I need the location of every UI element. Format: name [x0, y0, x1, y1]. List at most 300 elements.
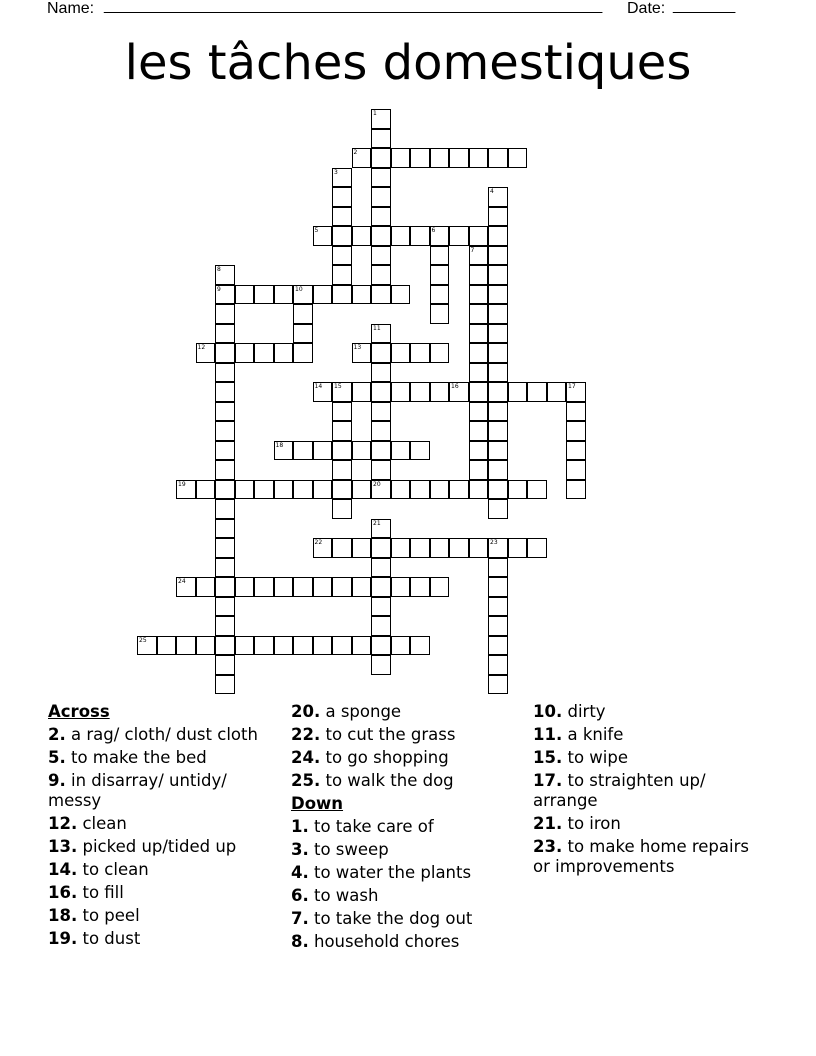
grid-cell[interactable] [488, 441, 508, 461]
clue-item [291, 702, 523, 722]
clue-item [291, 863, 523, 883]
grid-cell[interactable] [430, 480, 450, 500]
grid-cell[interactable] [449, 382, 469, 402]
clue-section-heading: Down [291, 794, 344, 813]
clue-text: to dust [77, 929, 141, 948]
grid-cell[interactable] [410, 343, 430, 363]
grid-cell[interactable] [274, 343, 294, 363]
grid-cell[interactable] [332, 480, 352, 500]
grid-cell[interactable] [371, 441, 391, 461]
grid-cell[interactable] [391, 441, 411, 461]
grid-cell[interactable] [508, 148, 528, 168]
grid-cell[interactable] [332, 226, 352, 246]
clue-text: a rag/ cloth/ dust cloth [65, 725, 258, 744]
grid-cell[interactable] [371, 519, 391, 539]
grid-cell[interactable] [391, 285, 411, 305]
grid-cell[interactable] [313, 441, 333, 461]
grid-cell[interactable] [488, 382, 508, 402]
grid-cell[interactable] [215, 499, 235, 519]
grid-cell[interactable] [410, 480, 430, 500]
grid-cell[interactable] [332, 421, 352, 441]
grid-cell[interactable] [313, 538, 333, 558]
grid-cell[interactable] [391, 577, 411, 597]
grid-cell[interactable] [332, 168, 352, 188]
grid-cell[interactable] [313, 577, 333, 597]
clue-text: to clean [77, 860, 149, 879]
clue-column-2 [291, 702, 523, 955]
grid-cell[interactable] [508, 538, 528, 558]
grid-cell[interactable] [371, 246, 391, 266]
clue-text: to take care of [308, 817, 434, 836]
grid-cell[interactable] [254, 343, 274, 363]
grid-cell[interactable] [352, 148, 372, 168]
grid-cell[interactable] [313, 636, 333, 656]
grid-cell[interactable] [332, 577, 352, 597]
grid-cell[interactable] [371, 324, 391, 344]
grid-cell[interactable] [332, 265, 352, 285]
grid-cell[interactable] [215, 558, 235, 578]
grid-cell[interactable] [293, 343, 313, 363]
grid-cell[interactable] [313, 382, 333, 402]
grid-cell[interactable] [332, 460, 352, 480]
grid-cell[interactable] [566, 460, 586, 480]
grid-cell[interactable] [352, 441, 372, 461]
grid-cell[interactable] [391, 480, 411, 500]
grid-cell[interactable] [254, 285, 274, 305]
grid-cell[interactable] [332, 538, 352, 558]
grid-cell[interactable] [449, 148, 469, 168]
grid-cell[interactable] [410, 382, 430, 402]
name-field[interactable]: ________________________________________________________ [104, 0, 603, 14]
clue-number-label: 1 [373, 110, 377, 117]
grid-cell[interactable] [332, 246, 352, 266]
grid-cell[interactable] [371, 460, 391, 480]
grid-cell[interactable] [176, 480, 196, 500]
grid-cell[interactable] [215, 675, 235, 695]
clue-number-label: 2 [353, 149, 358, 156]
grid-cell[interactable] [469, 343, 489, 363]
clue-number: 18. [48, 906, 78, 925]
grid-cell[interactable] [488, 207, 508, 227]
grid-cell[interactable] [488, 460, 508, 480]
clue-number-label: 16 [451, 383, 459, 390]
clue-number: 4. [291, 863, 309, 882]
clue-number: 6. [291, 886, 309, 905]
grid-cell[interactable] [430, 343, 450, 363]
grid-cell[interactable] [215, 421, 235, 441]
clue-number-label: 15 [334, 383, 342, 390]
clue-section-heading: Across [48, 702, 110, 721]
grid-cell[interactable] [235, 577, 255, 597]
grid-cell[interactable] [391, 382, 411, 402]
clue-item [291, 748, 523, 768]
grid-cell[interactable] [469, 265, 489, 285]
grid-cell[interactable] [215, 577, 235, 597]
grid-cell[interactable] [430, 538, 450, 558]
grid-cell[interactable] [566, 441, 586, 461]
grid-cell[interactable] [566, 382, 586, 402]
grid-cell[interactable] [215, 304, 235, 324]
grid-cell[interactable] [469, 480, 489, 500]
grid-cell[interactable] [469, 226, 489, 246]
grid-cell[interactable] [215, 265, 235, 285]
grid-cell[interactable] [391, 343, 411, 363]
clue-number-label: 20 [373, 480, 381, 488]
clue-text: a sponge [320, 702, 402, 721]
clue-number: 2. [48, 725, 66, 744]
clue-text: in disarray/ untidy/ messy [48, 771, 227, 810]
clue-text: to go shopping [320, 748, 449, 767]
grid-cell[interactable] [293, 480, 313, 500]
grid-cell[interactable] [488, 148, 508, 168]
grid-cell[interactable] [371, 655, 391, 675]
clue-item [533, 702, 765, 722]
grid-cell[interactable] [332, 499, 352, 519]
grid-cell[interactable] [235, 636, 255, 656]
clue-item [533, 725, 765, 745]
grid-cell[interactable] [293, 304, 313, 324]
grid-cell[interactable] [371, 558, 391, 578]
grid-cell[interactable] [410, 148, 430, 168]
grid-cell[interactable] [293, 636, 313, 656]
clue-number: 10. [533, 702, 563, 721]
grid-cell[interactable] [196, 480, 216, 500]
grid-cell[interactable] [488, 363, 508, 383]
grid-cell[interactable] [332, 285, 352, 305]
grid-cell[interactable] [488, 226, 508, 246]
clue-text: to wipe [562, 748, 628, 767]
grid-cell[interactable] [371, 538, 391, 558]
grid-cell[interactable] [371, 129, 391, 149]
clue-number-label: 3 [334, 168, 338, 176]
name-label: Name: [47, 0, 95, 17]
clue-column-3 [533, 702, 765, 880]
page-title: les tâches domestiques [124, 35, 692, 91]
grid-cell[interactable] [508, 480, 528, 500]
grid-cell[interactable] [430, 148, 450, 168]
grid-cell[interactable] [488, 265, 508, 285]
grid-cell[interactable] [371, 207, 391, 227]
clue-item [48, 837, 280, 857]
grid-cell[interactable] [235, 343, 255, 363]
clue-number: 5. [48, 748, 66, 767]
grid-cell[interactable] [469, 421, 489, 441]
grid-cell[interactable] [469, 148, 489, 168]
grid-cell[interactable] [332, 187, 352, 207]
clue-number: 21. [533, 814, 563, 833]
grid-cell[interactable] [332, 402, 352, 422]
grid-cell[interactable] [371, 616, 391, 636]
clue-item [291, 725, 523, 745]
grid-cell[interactable] [371, 402, 391, 422]
clue-item [533, 814, 765, 834]
grid-cell[interactable] [352, 382, 372, 402]
grid-cell[interactable] [488, 597, 508, 617]
clue-text: to peel [77, 906, 140, 925]
grid-cell[interactable] [254, 480, 274, 500]
grid-cell[interactable] [371, 343, 391, 363]
grid-cell[interactable] [488, 324, 508, 344]
grid-cell[interactable] [215, 285, 235, 305]
grid-cell[interactable] [215, 616, 235, 636]
clue-text: household chores [308, 932, 460, 951]
grid-cell[interactable] [430, 382, 450, 402]
grid-cell[interactable] [488, 304, 508, 324]
clue-item [291, 886, 523, 906]
grid-cell[interactable] [235, 285, 255, 305]
grid-cell[interactable] [371, 168, 391, 188]
grid-cell[interactable] [274, 636, 294, 656]
grid-cell[interactable] [469, 402, 489, 422]
grid-cell[interactable] [352, 480, 372, 500]
grid-cell[interactable] [215, 324, 235, 344]
clue-number: 15. [533, 748, 563, 767]
clue-text: picked up/tided up [77, 837, 237, 856]
grid-cell[interactable] [430, 265, 450, 285]
grid-cell[interactable] [449, 538, 469, 558]
clue-number: 13. [48, 837, 78, 856]
grid-cell[interactable] [293, 285, 313, 305]
clue-number-label: 25 [139, 636, 147, 644]
grid-cell[interactable] [371, 148, 391, 168]
clue-number-label: 7 [470, 246, 475, 254]
grid-cell[interactable] [469, 285, 489, 305]
clue-number-label: 8 [217, 266, 221, 273]
grid-cell[interactable] [488, 558, 508, 578]
grid-cell[interactable] [371, 636, 391, 656]
grid-cell[interactable] [488, 655, 508, 675]
clue-number-label: 18 [275, 441, 284, 449]
grid-cell[interactable] [547, 382, 567, 402]
clue-number-label: 22 [314, 539, 323, 546]
clue-item [291, 840, 523, 860]
grid-cell[interactable] [274, 441, 294, 461]
clue-text: to cut the grass [320, 725, 456, 744]
grid-cell[interactable] [391, 148, 411, 168]
grid-cell[interactable] [488, 187, 508, 207]
grid-cell[interactable] [469, 246, 489, 266]
grid-cell[interactable] [371, 226, 391, 246]
grid-cell[interactable] [313, 480, 333, 500]
grid-cell[interactable] [352, 538, 372, 558]
clue-number: 25. [291, 771, 321, 790]
grid-cell[interactable] [371, 265, 391, 285]
clue-text: to make the bed [65, 748, 207, 767]
grid-cell[interactable] [488, 480, 508, 500]
grid-cell[interactable] [274, 480, 294, 500]
clue-item [291, 771, 523, 791]
grid-cell[interactable] [391, 226, 411, 246]
grid-cell[interactable] [176, 636, 196, 656]
grid-cell[interactable] [332, 636, 352, 656]
grid-cell[interactable] [157, 636, 177, 656]
clue-number-label: 19 [178, 480, 186, 488]
grid-cell[interactable] [215, 363, 235, 383]
grid-cell[interactable] [293, 441, 313, 461]
clue-number-label: 11 [373, 324, 381, 332]
grid-cell[interactable] [527, 480, 547, 500]
grid-cell[interactable] [352, 343, 372, 363]
grid-cell[interactable] [332, 382, 352, 402]
grid-cell[interactable] [215, 480, 235, 500]
clue-number-label: 12 [197, 344, 206, 351]
clue-number: 7. [291, 909, 309, 928]
grid-cell[interactable] [215, 519, 235, 539]
clue-text: dirty [562, 702, 606, 721]
grid-cell[interactable] [293, 577, 313, 597]
grid-cell[interactable] [488, 499, 508, 519]
grid-cell[interactable] [254, 636, 274, 656]
grid-cell[interactable] [196, 577, 216, 597]
grid-cell[interactable] [449, 226, 469, 246]
grid-cell[interactable] [371, 382, 391, 402]
clue-number-label: 23 [490, 539, 498, 546]
clue-text: to straighten up/ arrange [533, 771, 706, 810]
grid-cell[interactable] [410, 538, 430, 558]
clue-number: 17. [533, 771, 563, 790]
grid-cell[interactable] [371, 363, 391, 383]
clue-number: 1. [291, 817, 309, 836]
grid-cell[interactable] [527, 382, 547, 402]
date-field[interactable]: _______ [673, 0, 736, 14]
grid-cell[interactable] [215, 636, 235, 656]
grid-cell[interactable] [488, 577, 508, 597]
clue-number-label: 5 [314, 227, 319, 234]
clue-number: 12. [48, 814, 78, 833]
grid-cell[interactable] [410, 577, 430, 597]
grid-cell[interactable] [488, 421, 508, 441]
grid-cell[interactable] [215, 382, 235, 402]
grid-cell[interactable] [235, 480, 255, 500]
grid-cell[interactable] [371, 285, 391, 305]
grid-cell[interactable] [469, 538, 489, 558]
grid-cell[interactable] [449, 480, 469, 500]
grid-cell[interactable] [371, 480, 391, 500]
grid-cell[interactable] [410, 226, 430, 246]
grid-cell[interactable] [410, 636, 430, 656]
grid-cell[interactable] [176, 577, 196, 597]
clue-item [48, 748, 280, 768]
clue-text: to sweep [308, 840, 389, 859]
grid-cell[interactable] [196, 343, 216, 363]
clue-number: 22. [291, 725, 321, 744]
grid-cell[interactable] [430, 226, 450, 246]
grid-cell[interactable] [488, 402, 508, 422]
grid-cell[interactable] [566, 480, 586, 500]
grid-cell[interactable] [488, 675, 508, 695]
grid-cell[interactable] [371, 597, 391, 617]
grid-cell[interactable] [274, 577, 294, 597]
grid-cell[interactable] [137, 636, 157, 656]
grid-cell[interactable] [215, 402, 235, 422]
grid-cell[interactable] [371, 421, 391, 441]
grid-cell[interactable] [215, 441, 235, 461]
grid-cell[interactable] [371, 109, 391, 129]
grid-cell[interactable] [469, 363, 489, 383]
clue-item [48, 906, 280, 926]
clue-number-label: 24 [178, 578, 186, 585]
grid-cell[interactable] [508, 382, 528, 402]
grid-cell[interactable] [469, 441, 489, 461]
clue-item [533, 748, 765, 768]
grid-cell[interactable] [371, 187, 391, 207]
clue-item [48, 725, 280, 745]
clue-number: 20. [291, 702, 321, 721]
grid-cell[interactable] [469, 382, 489, 402]
clue-number: 11. [533, 725, 563, 744]
grid-cell[interactable] [566, 421, 586, 441]
clue-number: 3. [291, 840, 309, 859]
clue-item [291, 817, 523, 837]
grid-cell[interactable] [566, 402, 586, 422]
grid-cell[interactable] [293, 324, 313, 344]
grid-cell[interactable] [469, 324, 489, 344]
grid-cell[interactable] [196, 636, 216, 656]
grid-cell[interactable] [215, 538, 235, 558]
clue-item [48, 883, 280, 903]
grid-cell[interactable] [352, 636, 372, 656]
clue-item [533, 837, 765, 877]
clue-number-label: 6 [431, 227, 436, 234]
grid-cell[interactable] [469, 460, 489, 480]
grid-cell[interactable] [313, 285, 333, 305]
grid-cell[interactable] [215, 460, 235, 480]
clue-item [48, 814, 280, 834]
clue-number: 9. [48, 771, 66, 790]
grid-cell[interactable] [332, 441, 352, 461]
grid-cell[interactable] [391, 538, 411, 558]
clue-text: to walk the dog [320, 771, 454, 790]
grid-cell[interactable] [488, 246, 508, 266]
grid-cell[interactable] [352, 577, 372, 597]
grid-cell[interactable] [274, 285, 294, 305]
clue-text: to wash [308, 886, 379, 905]
grid-cell[interactable] [488, 538, 508, 558]
grid-cell[interactable] [469, 304, 489, 324]
grid-cell[interactable] [215, 655, 235, 675]
clue-item [533, 771, 765, 811]
grid-cell[interactable] [488, 285, 508, 305]
grid-cell[interactable] [352, 285, 372, 305]
grid-cell[interactable] [488, 343, 508, 363]
grid-cell[interactable] [527, 538, 547, 558]
grid-cell[interactable] [215, 597, 235, 617]
grid-cell[interactable] [488, 616, 508, 636]
clue-text: clean [77, 814, 127, 833]
grid-cell[interactable] [352, 226, 372, 246]
grid-cell[interactable] [391, 636, 411, 656]
clue-number: 14. [48, 860, 78, 879]
grid-cell[interactable] [215, 343, 235, 363]
clue-text: to iron [562, 814, 621, 833]
grid-cell[interactable] [371, 577, 391, 597]
grid-cell[interactable] [488, 636, 508, 656]
clue-item [48, 929, 280, 949]
grid-cell[interactable] [430, 304, 450, 324]
grid-cell[interactable] [254, 577, 274, 597]
grid-cell[interactable] [430, 285, 450, 305]
grid-cell[interactable] [332, 207, 352, 227]
clue-item [48, 860, 280, 880]
grid-cell[interactable] [430, 246, 450, 266]
clue-text: a knife [562, 725, 624, 744]
clue-number-label: 4 [490, 188, 494, 195]
clue-item [48, 771, 280, 811]
clue-text: to water the plants [308, 863, 472, 882]
grid-cell[interactable] [430, 577, 450, 597]
grid-cell[interactable] [313, 226, 333, 246]
grid-cell[interactable] [410, 441, 430, 461]
